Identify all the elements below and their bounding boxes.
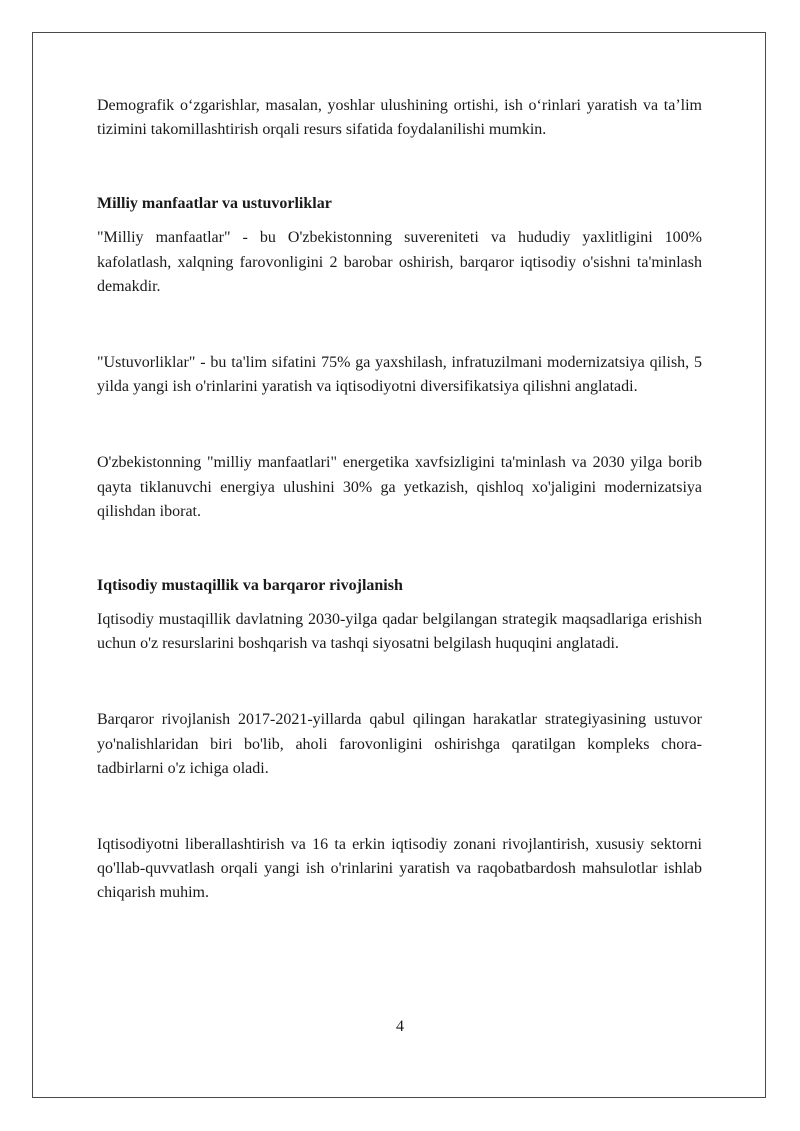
paragraph-priorities-definition: "Ustuvorliklar" - bu ta'lim sifatini 75% ga yaxshilash, infratuzilmani modernizatsiya qilish, 5 yilda yangi ish o'rinlarini yaratish va iqtisodiyotni diversifikatsiya qilishni anglatadi.	[97, 354, 702, 396]
page-number: 4	[396, 1018, 404, 1035]
paragraph-demographic-changes: Demografik o‘zgarishlar, masalan, yoshlar ulushining ortishi, ish o‘rinlari yaratish va ta’lim tizimini takomillashtirish orqali resurs sifatida foydalanilishi mumkin.	[97, 97, 702, 139]
paragraph-economic-independence: Iqtisodiy mustaqillik davlatning 2030-yilga qadar belgilangan strategik maqsadlariga erishish uchun o'z resurslarini boshqarish va tashqi siyosatni belgilash huquqini anglatadi.	[97, 611, 702, 653]
paragraph-national-interests-definition: "Milliy manfaatlar" - bu O'zbekistonning suvereniteti va hududiy yaxlitligini 100% kafolatlash, xalqning farovonligini 2 barobar oshirish, barqaror iqtisodiy o'sishni ta'minlash demakdir.	[97, 229, 702, 295]
paragraph-liberalization: Iqtisodiyotni liberallashtirish va 16 ta erkin iqtisodiy zonani rivojlantirish, xususiy sektorni qo'llab-quvvatlash orqali yangi ish o'rinlarini yaratish va raqobatbardosh mahsulotlar ishlab chiqarish muhim.	[97, 836, 702, 902]
heading-national-interests: Milliy manfaatlar va ustuvorliklar	[97, 195, 332, 213]
page-content	[97, 94, 702, 906]
paragraph-energy-security: O'zbekistonning "milliy manfaatlari" energetika xavfsizligini ta'minlash va 2030 yilga borib qayta tiklanuvchi energiya ulushini 30% ga yetkazish, qishloq xo'jaligini modernizatsiya qilishdan iborat.	[97, 454, 702, 520]
paragraph-sustainable-development: Barqaror rivojlanish 2017-2021-yillarda qabul qilingan harakatlar strategiyasining ustuvor yo'nalishlaridan biri bo'lib, aholi farovonligini oshirishga qaratilgan kompleks chora-tadbirlarni o'z ichiga oladi.	[97, 711, 702, 777]
heading-economic-independence: Iqtisodiy mustaqillik va barqaror rivojlanish	[97, 577, 403, 595]
